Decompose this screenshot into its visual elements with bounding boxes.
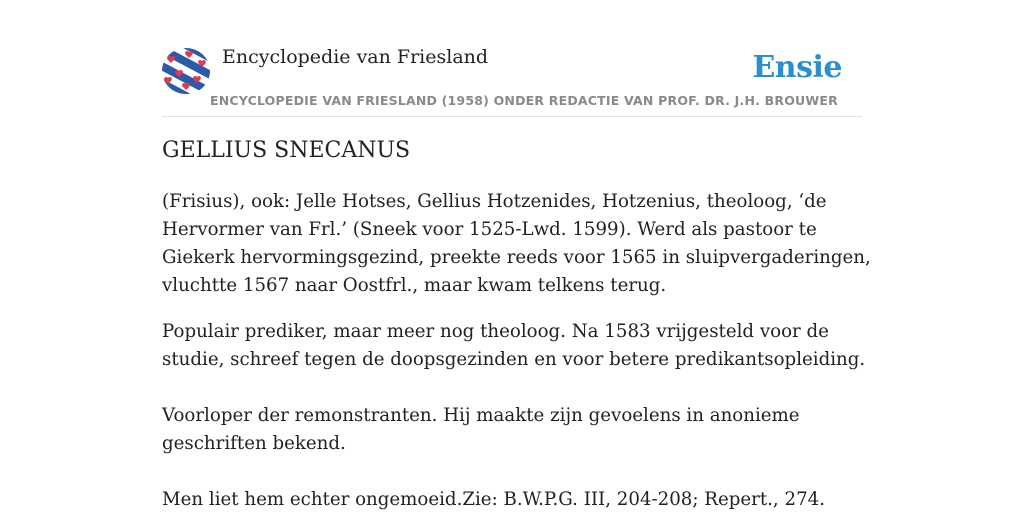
site-header (162, 44, 862, 117)
article-title: GELLIUS SNECANUS (162, 138, 411, 163)
article-paragraph: Men liet hem echter ongemoeid.Zie: B.W.P.G. III, 204-208; Repert., 274. (162, 489, 825, 510)
paragraph-spacer (162, 458, 872, 486)
article (162, 138, 872, 512)
frisian-flag-icon[interactable] (162, 48, 210, 94)
article-paragraph: Populair prediker, maar meer nog theoloog. Na 1583 vrijgesteld voor de studie, schreef tegen de doopsgezinden en voor betere predikantsopleiding. (162, 321, 866, 370)
ensie-logo[interactable]: Ensie (752, 50, 842, 85)
paragraph-spacer (162, 374, 872, 402)
site-subtitle: ENCYCLOPEDIE VAN FRIESLAND (1958) ONDER REDACTIE VAN PROF. DR. J.H. BROUWER (210, 93, 838, 108)
article-paragraph: (Frisius), ook: Jelle Hotses, Gellius Hotzenides, Hotzenius, theoloog, ‘de Hervormer van Frl.’ (Sneek voor 1525-Lwd. 1599). Werd als pastoor te Giekerk hervormingsgezind, preekte reeds voor 1565 in sluipvergaderingen, vluchtte 1567 naar Oostfrl., maar kwam telkens terug. (162, 191, 871, 296)
article-paragraph: Voorloper der remonstranten. Hij maakte zijn gevoelens in anonieme geschriften bekend. (162, 405, 800, 454)
site-title[interactable]: Encyclopedie van Friesland (222, 46, 489, 68)
